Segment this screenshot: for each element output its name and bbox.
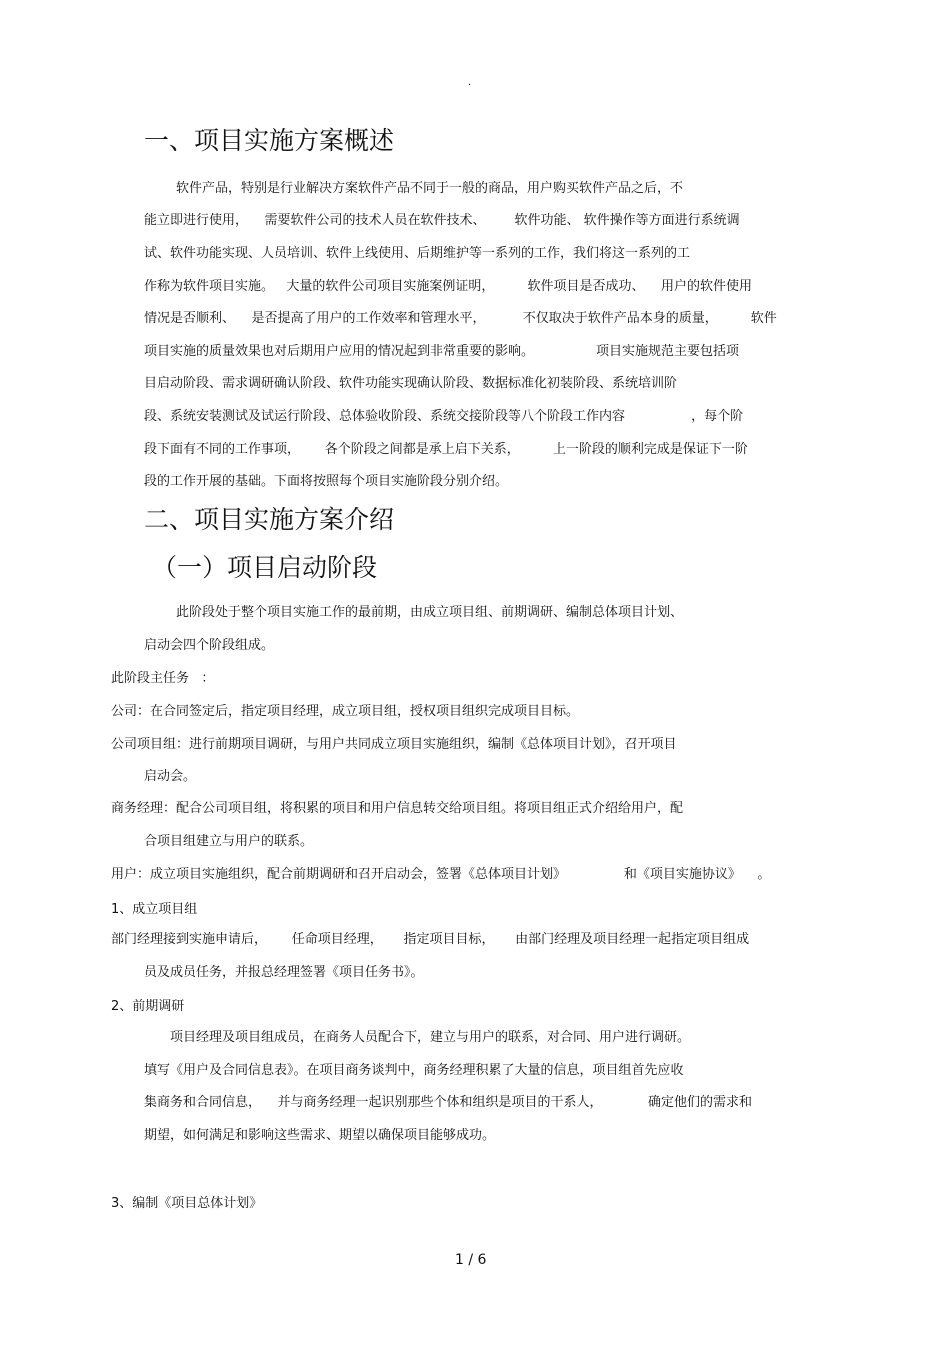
intro-line-9: 段下面有不同的工作事项， 各个阶段之间都是承上启下关系， 上一阶段的顺利完成是保证下一阶 [144,442,748,457]
intro-line-2: 能立即进行使用， 需要软件公司的技术人员在软件技术、 软件功能、 软件操作等方面进行系统调 [144,213,740,228]
intro-line-10: 段的工作开展的基础。下面将按照每个项目实施阶段分别介绍。 [144,474,509,489]
header-mark: . [468,77,472,88]
item-2-line-1: 项目经理及项目组成员，在商务人员配合下，建立与用户的联系，对合同、用户进行调研。 [170,1030,691,1045]
intro-line-1: 软件产品，特别是行业解决方案软件产品不同于一般的商品，用户购买软件产品之后，不 [176,181,684,196]
heading-3: （一）项目启动阶段 [152,553,378,582]
item-2-line-2: 填写《用户及合同信息表》。在项目商务谈判中，商务经理积累了大量的信息，项目组首先应收 [144,1063,684,1078]
intro-line-7: 目启动阶段、需求调研确认阶段、软件功能实现确认阶段、数据标准化初装阶段、系统培训阶 [144,376,678,391]
intro-line-4: 作称为软件项目实施。 大量的软件公司项目实施案例证明， 软件项目是否成功、 用户的软件使用 [144,279,752,294]
item-3-title: 3、编制《项目总体计划》 [111,1196,263,1211]
heading-2: 二、项目实施方案介绍 [144,505,395,534]
task-business-manager-line-1: 商务经理：配合公司项目组，将积累的项目和用户信息转交给项目组。将项目组正式介绍给用户，配 [111,801,684,816]
task-user: 用户：成立项目实施组织，配合前期调研和召开启动会，签署《总体项目计划》 和《项目实施协议》 。 [111,867,771,882]
task-project-group-line-1: 公司项目组：进行前期项目调研，与用户共同成立项目实施组织，编制《总体项目计划》，召开项目 [111,737,677,752]
page-number: 1 / 6 [455,1252,487,1268]
intro-line-8: 段、系统安装测试及试运行阶段、总体验收阶段、系统交接阶段等八个阶段工作内容 ，每个阶 [144,409,744,424]
item-2-title: 2、前期调研 [111,999,185,1014]
task-project-group-line-2: 启动会。 [144,769,197,784]
stage-intro-line-2: 启动会四个阶段组成。 [144,638,275,653]
task-business-manager-line-2: 合项目组建立与用户的联系。 [144,834,314,849]
item-1-title: 1、成立项目组 [111,902,198,917]
item-2-line-4: 期望，如何满足和影响这些需求、期望以确保项目能够成功。 [144,1128,496,1143]
item-1-line-1: 部门经理接到实施申请后， 任命项目经理， 指定项目目标， 由部门经理及项目经理一起指定项目组成 [111,932,750,947]
intro-line-5: 情况是否顺利、 是否提高了用户的工作效率和管理水平， 不仅取决于软件产品本身的质量， 软件 [144,311,777,326]
intro-line-6: 项目实施的质量效果也对后期用户应用的情况起到非常重要的影响。 项目实施规范主要包括项 [144,344,739,359]
intro-line-3: 试、软件功能实现、人员培训、软件上线使用、后期维护等一系列的工作，我们将这一系列的工 [144,246,691,261]
tasks-title: 此阶段主任务 ： [111,671,215,686]
item-2-line-3: 集商务和合同信息， 并与商务经理一起识别那些个体和组织是项目的干系人， 确定他们的需求和 [144,1095,752,1110]
item-1-line-2: 员及成员任务，并报总经理签署《项目任务书》。 [144,965,424,980]
heading-1: 一、项目实施方案概述 [144,126,395,155]
stage-intro-line-1: 此阶段处于整个项目实施工作的最前期，由成立项目组、前期调研、编制总体项目计划、 [176,605,684,620]
task-company: 公司：在合同签定后，指定项目经理，成立项目组，授权项目组织完成项目目标。 [111,704,580,719]
